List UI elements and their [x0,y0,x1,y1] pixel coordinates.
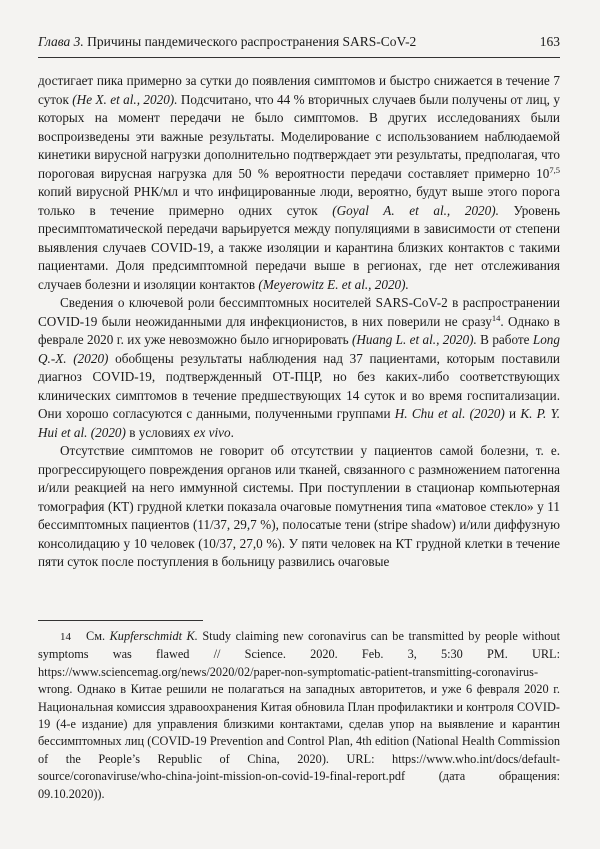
page-number: 163 [539,34,560,49]
text-run: в условиях [125,424,194,440]
text-run: Уровень пресимптоматической передачи варьируется между популяциями в зависимости от степени выявления случаев COVID-19, а также изоляции и карантина близких контактов с такими пациентами. Доля предсимптомной передачи выше в регионах, где нет отслеживания случаев болезни и изоляции контактов [38,202,560,292]
header-rule [38,57,560,58]
main-text [38,72,560,572]
text-run: . [230,424,234,440]
text-run: и [504,406,521,421]
exponent: 7,5 [549,164,560,175]
paragraph-2 [38,294,560,442]
book-page [38,0,560,849]
citation: Long Q.-X. (2020) [38,332,560,366]
footnote-number: 14 [60,631,71,643]
footnote-rule [38,620,203,621]
citation: H. Chu et al. (2020) [394,406,505,421]
text-run: обобщены результаты наблюдения над 37 пациентами, которым поставили диагноз COVID-19, подтвержденный ОТ-ПЦР, но без каких-либо соответствующих клинических симптомов в течение предшествующих 14 суток и во время госпитализации. Они хорошо согласуются с данными, полученными группами [38,350,560,421]
running-head-chapter [38,34,416,50]
footnote-text: Study claiming new coronavirus can be transmitted by people without symptoms was flawed // Science. 2020. Feb. 3, 5:30 PM. URL: https://www.sciencemag.org/news/2020/02/paper-non-symptomatic-patient-transmitting-coronavirus-wrong. Однако в Китае решили не полагаться на западных авторитетов, и уже 6 февраля 2020 г. Национальная комиссия здравоохранения Китая обновила План профилактики и контроля COVID-19 (4-е издание) для управления близкими контактами, сделав упор на выявление и карантин бессимптомных лиц (COVID-19 Prevention and Control Plan, 4th edition (National Health Commission of the People’s Republic of China, 2020). URL: https://www.who.int/docs/default-source/coronaviruse/who-china-joint-mission-on-covid-19-final-report.pdf (дата обращения: 09.10.2020)). [38,629,560,801]
text-run: См. [86,629,110,643]
footnote-14 [38,628,560,803]
running-head [38,34,560,50]
footnote-ref[interactable]: 14 [491,312,501,323]
citation: (Huang L. et al., 2020). [352,332,477,347]
text-run: копий вирусной РНК/мл и что инфицированные люди, вероятно, будут выше этого порога только в течение примерно одних суток [38,184,560,218]
text-run: . Однако в феврале 2020 г. их уже невозможно было игнорировать [38,313,560,347]
text-run: Сведения о ключевой роли бессимптомных носителей SARS-CoV-2 в распространении COVID-19 были неожиданными для инфекционистов, в них поверили не сразу [38,295,560,329]
latin-term: ex vivo [193,424,231,440]
paragraph-3: Отсутствие симптомов не говорит об отсутствии у пациентов самой болезни, т. е. прогрессирующего повреждения органов или тканей, связанного с размножением патогенна и/или реакцией на него иммунной системы. При поступлении в стационар компьютерная томография (КТ) грудной клетки показала очаговые помутнения типа «матовое стекло» у 11 бессимптомных пациентов (11/37, 29,7 %), полосатые тени (stripe shadow) и/или диффузную консолидацию у 10 человек (10/37, 27,0 %). У пяти человек на КТ грудной клетки в течение пяти суток после поступления в больницу развились очаговые [38,443,560,569]
text-run: Подсчитано, что 44 % вторичных случаев были получены от лиц, у которых на момент передачи не было симптомов. В других исследованиях были воспроизведены эти важные результаты. Моделирование с использованием наблюдаемой кинетики вирусной нагрузки дополнительно подтверждает эти результаты, предполагая, что пороговая вирусная нагрузка для 50 % вероятности передачи составляет примерно 10 [38,91,560,181]
footnote-author: Kupferschmidt K. [109,629,198,643]
chapter-title: Причины пандемического распространения SARS-CoV-2 [87,34,417,49]
paragraph-1 [38,72,560,294]
text-run: достигает пика примерно за сутки до появления симптомов и быстро снижается в течение 7 суток [38,73,560,107]
citation: K. P. Y. Hui et al. (2020) [38,406,560,440]
text-run: В работе [476,332,533,347]
citation: (Meyerowitz E. et al., 2020). [258,276,409,292]
citation: (He X. et al., 2020). [72,91,178,107]
chapter-label: Глава 3. [38,34,84,49]
citation: (Goyal A. et al., 2020). [332,202,499,218]
